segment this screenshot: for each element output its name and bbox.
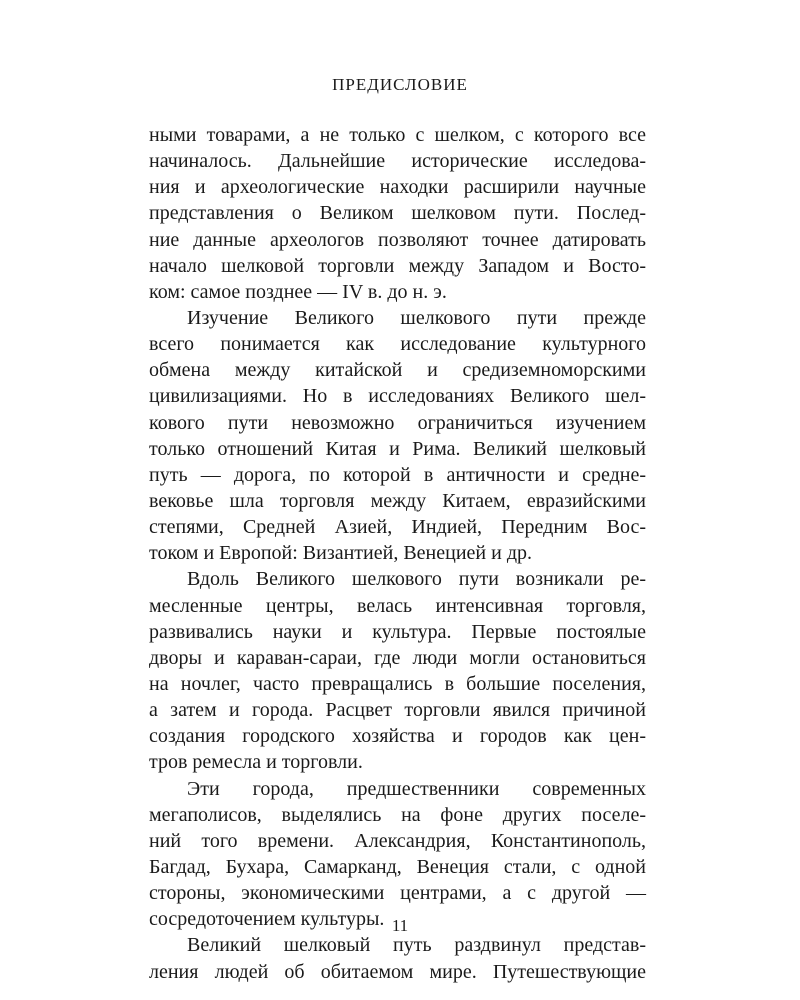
text-line: сосредоточением культуры. bbox=[149, 908, 385, 931]
text-line: начало шелковой торговли между Западом и Восто- bbox=[149, 254, 646, 277]
text-line: развивались науки и культура. Первые постоялые bbox=[149, 620, 646, 643]
text-line: ний того времени. Александрия, Константинополь, bbox=[149, 829, 646, 852]
text-line: током и Европой: Византией, Венецией и др. bbox=[149, 542, 532, 565]
running-head: ПРЕДИСЛОВИЕ bbox=[332, 75, 468, 94]
text-line: мегаполисов, выделялись на фоне других поселе- bbox=[149, 803, 646, 826]
text-line: ными товарами, а не только с шелком, с которого все bbox=[149, 124, 646, 146]
text-line: тров ремесла и торговли. bbox=[149, 751, 363, 774]
text-line: дворы и караван-сараи, где люди могли остановиться bbox=[149, 646, 646, 669]
text-line: начиналось. Дальнейшие исторические исследова- bbox=[149, 150, 646, 173]
paragraph-first-line: Изучение Великого шелкового пути прежде bbox=[187, 306, 646, 329]
text-line: создания городского хозяйства и городов как цен- bbox=[149, 725, 646, 748]
text-line: стороны, экономическими центрами, а с другой — bbox=[149, 882, 646, 905]
text-line: всего понимается как исследование культурного bbox=[149, 333, 646, 356]
text-line: ком: самое позднее — IV в. до н. э. bbox=[149, 280, 447, 303]
text-line: кового пути невозможно ограничиться изучением bbox=[149, 411, 646, 434]
text-line: Багдад, Бухара, Самарканд, Венеция стали, с одной bbox=[149, 855, 646, 878]
text-line: только отношений Китая и Рима. Великий шелковый bbox=[149, 437, 646, 460]
text-line: степями, Средней Азией, Индией, Передним Вос- bbox=[149, 516, 646, 539]
paragraph-first-line: Вдоль Великого шелкового пути возникали ре- bbox=[187, 568, 646, 591]
text-line: обмена между китайской и средиземноморскими bbox=[149, 359, 646, 382]
text-line: ния и археологические находки расширили научные bbox=[149, 176, 646, 199]
text-line: ления людей об обитаемом мире. Путешествующие bbox=[149, 960, 646, 983]
text-line: путь — дорога, по которой в античности и средне- bbox=[149, 463, 646, 486]
paragraph-first-line: Эти города, предшественники современных bbox=[187, 777, 646, 800]
page-number: 11 bbox=[391, 916, 409, 935]
text-line: цивилизациями. Но в исследованиях Великого шел- bbox=[149, 385, 646, 408]
text-line: вековье шла торговля между Китаем, евразийскими bbox=[149, 489, 646, 512]
text-line: на ночлег, часто превращались в большие поселения, bbox=[149, 672, 646, 695]
text-line: месленные центры, велась интенсивная торговля, bbox=[149, 594, 646, 617]
text-line: ние данные археологов позволяют точнее датировать bbox=[149, 228, 646, 251]
body-text bbox=[149, 122, 646, 985]
paragraph-first-line: Великий шелковый путь раздвинул представ- bbox=[187, 934, 646, 957]
text-line: представления о Великом шелковом пути. Послед- bbox=[149, 202, 646, 225]
text-line: а затем и города. Расцвет торговли явился причиной bbox=[149, 699, 646, 722]
